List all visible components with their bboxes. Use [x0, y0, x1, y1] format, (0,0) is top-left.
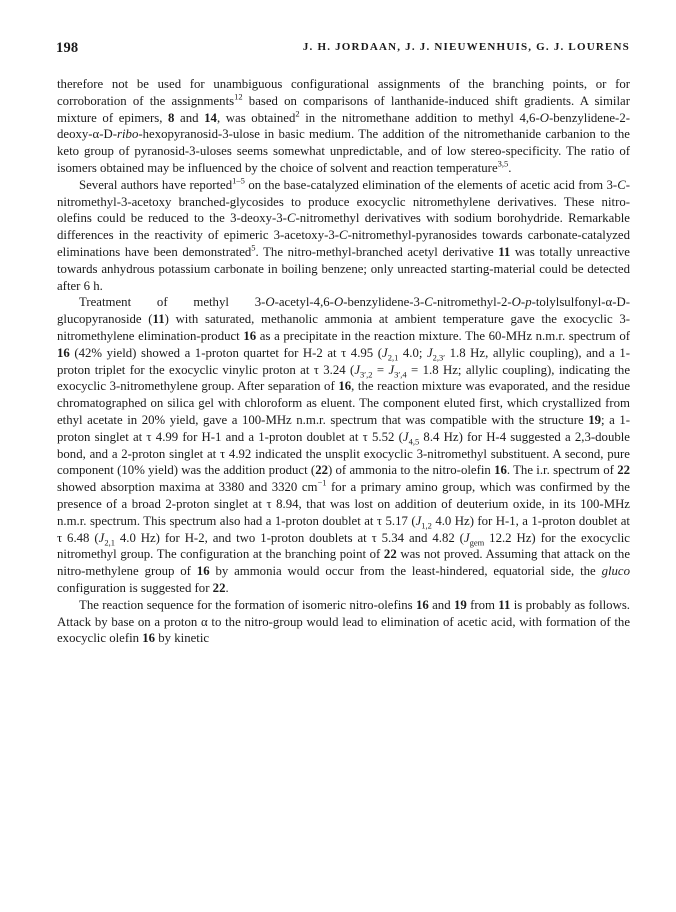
page-number: 198	[56, 40, 79, 56]
page-header	[56, 40, 630, 58]
body-text	[57, 76, 630, 647]
running-head: J. H. JORDAAN, J. J. NIEUWENHUIS, G. J. LOURENS	[302, 41, 630, 53]
paragraph: therefore not be used for unambiguous configurational assignments of the branching points, or for corroboration of the assignments$^{12}$ based on comparisons of lanthanide-induced shift gradients. A similar mixture of epimers, 8 and 14, was obtained$^2$ in the nitromethane addition to methyl 4,6-O-benzylidene-2-deoxy-α-D-ribo-hexopyranosid-3-ulose in basic medium. The addition of the nitromethanide carbanion to the keto group of pyranosid-3-uloses seems somewhat unpredictable, and of low stereo-specificity. The ratio of isomers obtained may be influenced by the choice of solvent and reaction temperature$^{3,5}$.	[57, 77, 630, 175]
paragraph: The reaction sequence for the formation of isomeric nitro-olefins 16 and 19 from 11 is probably as follows. Attack by base on a proton α to the nitro-group would lead to elimination of acetic acid, with formation of the exocyclic olefin 16 by kinetic	[57, 597, 630, 646]
paragraph: Treatment of methyl 3-O-acetyl-4,6-O-benzylidene-3-C-nitromethyl-2-O-p-tolylsulfonyl-α-D-glucopyranoside (11) with saturated, methanolic ammonia at ambient temperature gave the exocyclic 3-nitromethylene elimination-product 16 as a precipitate in the reaction mixture. The 60-MHz n.m.r. spectrum of 16 (42% yield) showed a 1-proton quartet for H-2 at τ 4.95 ($J_{2,1}$ 4.0; $J_{2,3'}$ 1.8 Hz, allylic coupling), and a 1-proton triplet for the exocyclic vinylic proton at τ 3.24 ($J_{3',2} = J_{3',4} = 1.8$ Hz; allylic coupling), indicating the exocyclic 3-nitromethylene group. After separation of 16, the reaction mixture was evaporated, and the residue chromatographed on silica gel with chloroform as eluent. The component eluted first, which crystallized from ethyl acetate in 20% yield, gave a 100-MHz n.m.r. spectrum that was compatible with the structure 19; a 1-proton singlet at τ 4.99 for H-1 and a 1-proton doublet at τ 5.52 ($J_{4,5}$ 8.4 Hz) for H-4 suggested a 2,3-double bond, and a 2-proton singlet at τ 4.92 indicated the unsplit exocyclic 3-nitromethyl substituent. A second, pure component (10% yield) was the addition product (22) of ammonia to the nitro-olefin 16. The i.r. spectrum of 22 showed absorption maxima at 3380 and 3320 $cm^{-1}$ for a primary amino group, which was confirmed by the presence of a broad 2-proton singlet at τ 8.94, that was lost on addition of deuterium oxide, in its 100-MHz n.m.r. spectrum. This spectrum also had a 1-proton doublet at τ 5.17 ($J_{1,2}$ 4.0 Hz) for H-1, a 1-proton doublet at τ 6.48 ($J_{2,1}$ 4.0 Hz) for H-2, and two 1-proton doublets at τ 5.34 and 4.82 ($J_{gem}$ 12.2 Hz) for the exocyclic nitromethyl group. The configuration at the branching point of 22 was not proved. Assuming that attack on the nitro-methylene group of 16 by ammonia would occur from the least-hindered, equatorial side, the gluco configuration is suggested for 22.	[57, 295, 631, 595]
paragraph: Several authors have reported$^{1-5}$ on the base-catalyzed elimination of the elements of acetic acid from 3-C-nitromethyl-3-acetoxy branched-glycosides to produce exocyclic nitromethylene derivatives. These nitro-olefins could be reduced to the 3-deoxy-3-C-nitromethyl derivatives with sodium borohydride. Remarkable differences in the reactivity of epimeric 3-acetoxy-3-C-nitromethyl-pyranosides towards carbonate-catalyzed eliminations have been demonstrated$^5$. The nitro-methyl-branched acetyl derivative 11 was totally unreactive towards anhydrous potassium carbonate in boiling benzene; only unreacted starting-material could be detected after 6 h.	[57, 175, 631, 293]
